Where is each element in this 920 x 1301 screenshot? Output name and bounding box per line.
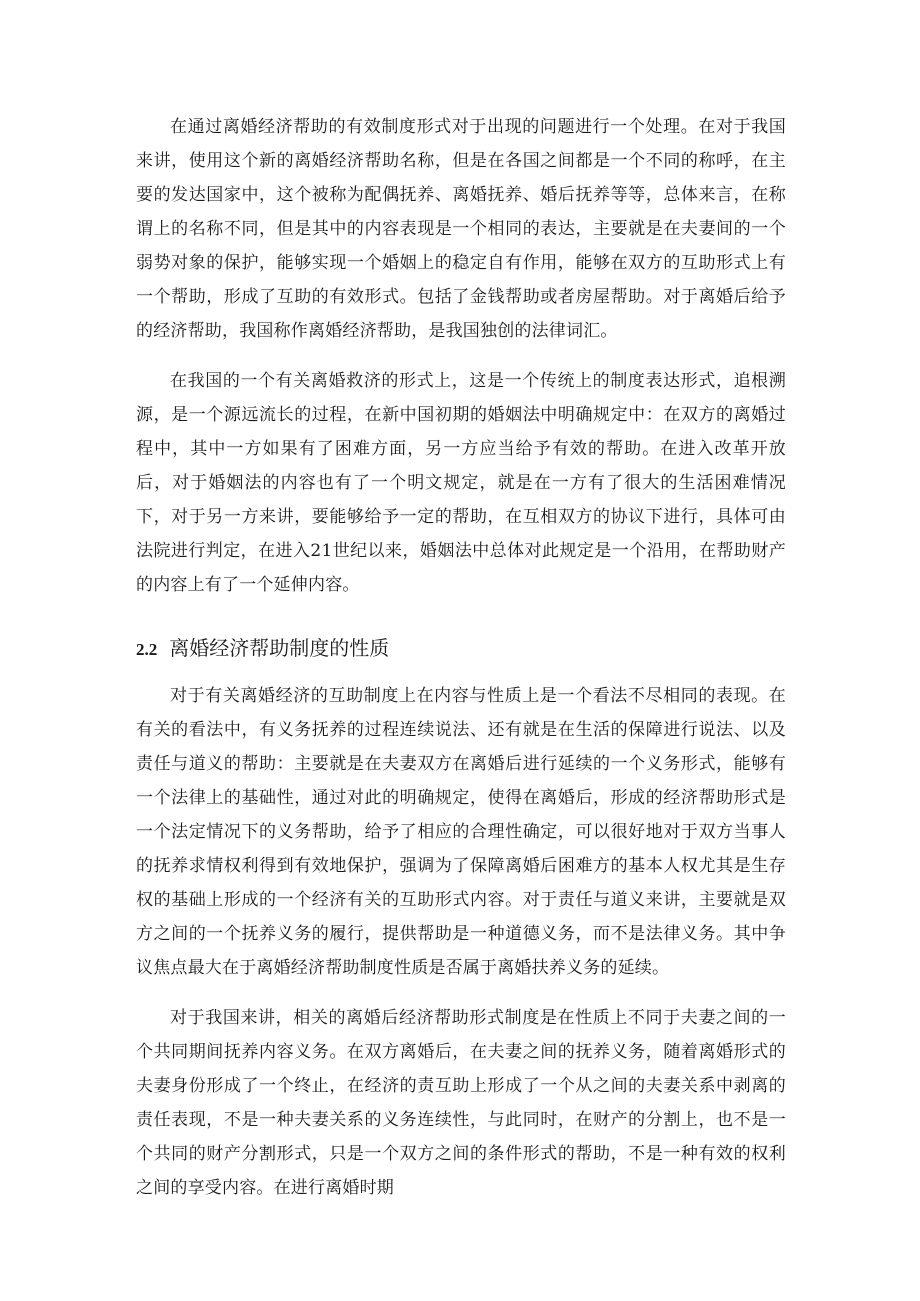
- paragraph: 在通过离婚经济帮助的有效制度形式对于出现的问题进行一个处理。在对于我国来讲，使用这个新的离婚经济帮助名称，但是在各国之间都是一个不同的称呼，在主要的发达国家中，这个被称为配偶抚养、离婚抚养、婚后抚养等等，总体来言，在称谓上的名称不同，但是其中的内容表现是一个相同的表达，主要就是在夫妻间的一个弱势对象的保护，能够实现一个婚姻上的稳定自有作用，能够在双方的互助形式上有一个帮助，形成了互助的有效形式。包括了金钱帮助或者房屋帮助。对于离婚后给予的经济帮助，我国称作离婚经济帮助，是我国独创的法律词汇。: [136, 117, 786, 341]
- section-number: 2.2: [136, 640, 158, 659]
- document-body: [136, 110, 786, 1221]
- section-title: 离婚经济帮助制度的性质: [169, 636, 390, 660]
- paragraph: 对于我国来讲，相关的离婚后经济帮助形式制度是在性质上不同于夫妻之间的一个共同期间抚养内容义务。在双方离婚后，在夫妻之间的抚养义务，随着离婚形式的夫妻身份形成了一个终止，在经济的责互助上形成了一个从之间的夫妻关系中剥离的责任表现，不是一种夫妻关系的义务连续性，与此同时，在财产的分割上，也不是一个共同的财产分割形式，只是一个双方之间的条件形式的帮助，不是一种有效的权利之间的享受内容。在进行离婚时期: [136, 1008, 786, 1198]
- paragraph: 在我国的一个有关离婚救济的形式上，这是一个传统上的制度表达形式，追根溯源，是一个源远流长的过程，在新中国初期的婚姻法中明确规定中：在双方的离婚过程中，其中一方如果有了困难方面，另一方应当给予有效的帮助。在进入改革开放后，对于婚姻法的内容也有了一个明文规定，就是在一方有了很大的生活困难情况下，对于另一方来讲，要能够给予一定的帮助，在互相双方的协议下进行，具体可由法院进行判定，在进入21世纪以来，婚姻法中总体对此规定是一个沿用，在帮助财产的内容上有了一个延伸内容。: [136, 371, 786, 595]
- paragraph: 对于有关离婚经济的互助制度上在内容与性质上是一个看法不尽相同的表现。在有关的看法中，有义务抚养的过程连续说法、还有就是在生活的保障进行说法、以及责任与道义的帮助：主要就是在夫妻双方在离婚后进行延续的一个义务形式，能够有一个法律上的基础性，通过对此的明确规定，使得在离婚后，形成的经济帮助形式是一个法定情况下的义务帮助，给予了相应的合理性确定，可以很好地对于双方当事人的抚养求情权利得到有效地保护，强调为了保障离婚后困难方的基本人权尤其是生存权的基础上形成的一个经济有关的互助形式内容。对于责任与道义来讲，主要就是双方之间的一个抚养义务的履行，提供帮助是一种道德义务，而不是法律义务。其中争议焦点最大在于离婚经济帮助制度性质是否属于离婚扶养义务的延续。: [136, 686, 786, 978]
- section-heading: [136, 632, 786, 661]
